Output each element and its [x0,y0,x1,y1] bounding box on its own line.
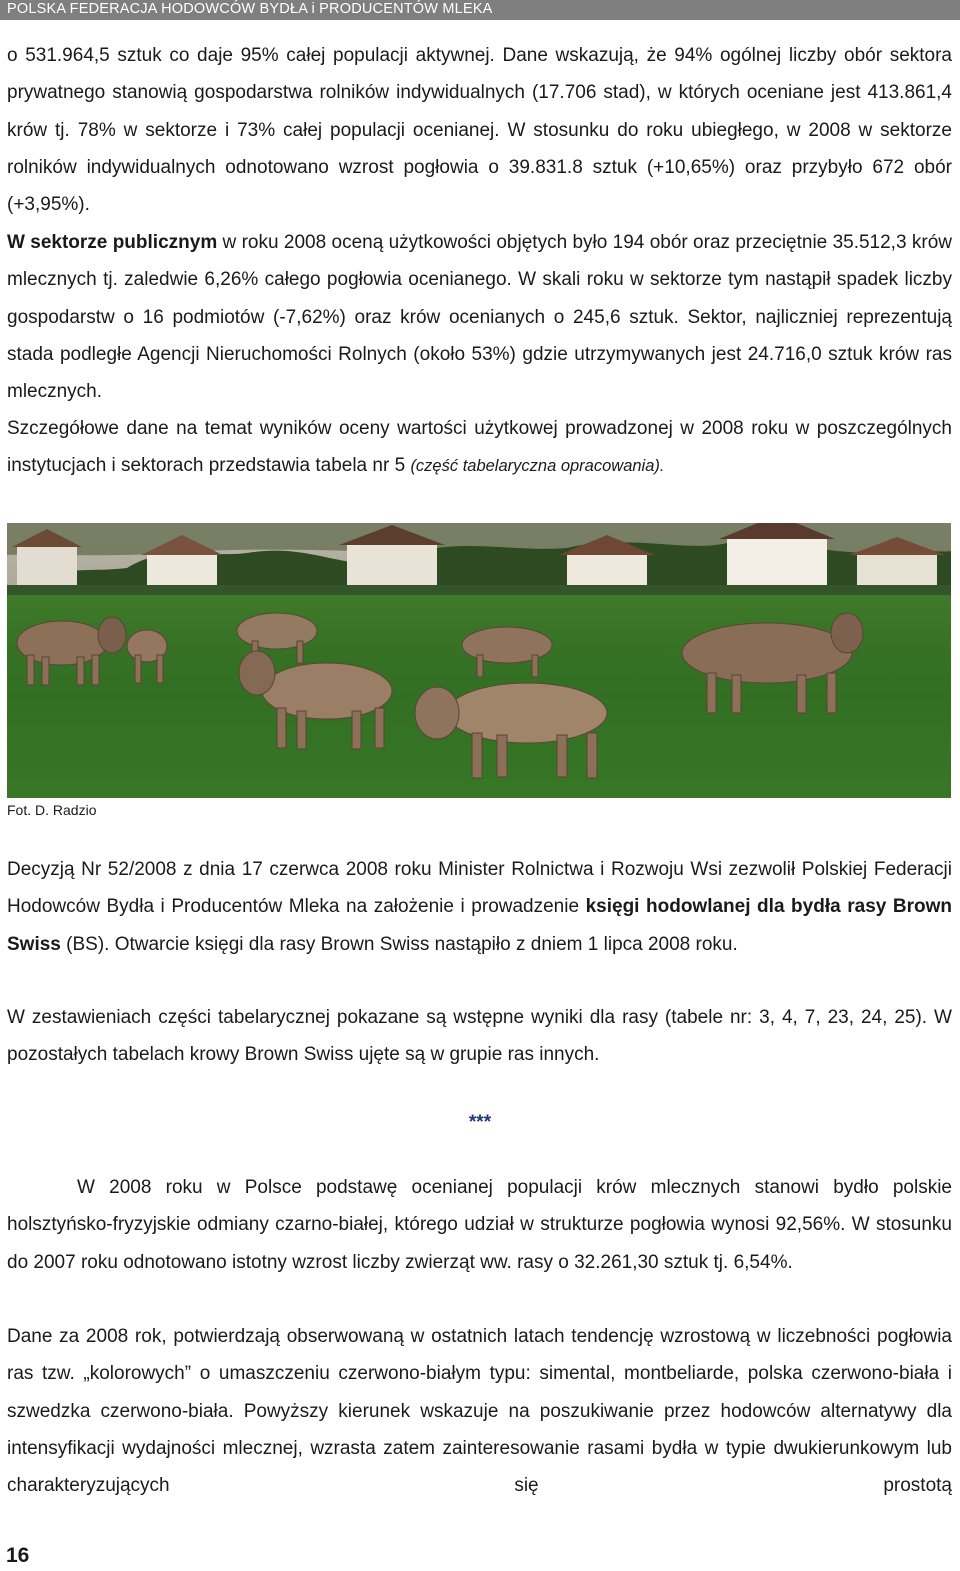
paragraph-text: Decyzją Nr 52/2008 z dnia 17 czerwca 2008 roku Minister Rolnictwa i Rozwoju Wsi zezwolił Polskiej Federacji Hodowców Bydła i Producentów Mleka na założenie i prowadzenie [7,859,952,918]
paragraph-text: W 2008 roku w Polsce podstawę ocenianej populacji krów mlecznych stanowi bydło polskie holsztyńsko-fryzyjskie odmiany czarno-białej, którego udział w strukturze pogłowia wynosi 92,56%. W stosunku do 2007 roku odnotowano istotny wzrost liczby zwierząt ww. rasy o 32.261,30 sztuk tj. 6,54%. [7,1177,952,1273]
paragraph-brown-swiss-tables [7,999,952,1074]
paragraph-holstein-friesian [7,1169,952,1281]
italic-note: (część tabelaryczna opracowania). [410,457,665,476]
paragraph-public-sector [7,224,952,410]
page-number: 16 [6,1544,30,1567]
paragraph-text: w roku 2008 oceną użytkowości objętych było 194 obór oraz przeciętnie 35.512,3 krów mlecznych tj. zaledwie 6,26% całego pogłowia ocenianego. W skali roku w sektorze tym nastąpił spadek liczby gospodarstw o 16 podmiotów (-7,62%) oraz krów ocenianych o 245,6 sztuk. Sektor, najliczniej reprezentują stada podległe Agencji Nieruchomości Rolnych (około 53%) gdzie utrzymywanych jest 24.716,0 sztuk krów ras mlecznych. [7,232,952,403]
running-header [0,0,960,20]
section-separator: *** [468,1112,492,1133]
paragraph-table-reference [7,410,952,486]
paragraph-text: Szczegółowe dane na temat wyników oceny wartości użytkowej prowadzonej w 2008 roku w poszczególnych instytucjach i sektorach przedstawia tabela nr 5 [7,418,952,477]
bold-phrase: księgi hodowlanej dla bydła rasy Brown Swiss [7,896,952,955]
header-title: POLSKA FEDERACJA HODOWCÓW BYDŁA i PRODUCENTÓW MLEKA [7,1,493,17]
paragraph-brown-swiss-decision [7,851,952,963]
paragraph-private-sector [7,37,952,223]
paragraph-text: (BS). Otwarcie księgi dla rasy Brown Swiss nastąpiło z dniem 1 lipca 2008 roku. [60,933,738,955]
paragraph-text: W zestawieniach części tabelarycznej pokazane są wstępne wyniki dla rasy (tabele nr: 3, 4, 7, 23, 24, 25). W pozostałych tabelach krowy Brown Swiss ujęte są w grupie ras innych. [7,1007,952,1066]
photo-caption: Fot. D. Radzio [7,802,97,818]
bold-phrase: W sektorze publicznym [7,232,218,253]
paragraph-colored-breeds [7,1318,952,1504]
cows-pasture-photo [7,523,951,798]
paragraph-text: o 531.964,5 sztuk co daje 95% całej populacji aktywnej. Dane wskazują, że 94% ogólnej liczby obór sektora prywatnego stanowią gospodarstwa rolników indywidualnych (17.706 stad), w których oceniane jest 413.861,4 krów tj. 78% w sektorze i 73% całej populacji ocenianej. W stosunku do roku ubiegłego, w 2008 w sektorze rolników indywidualnych odnotowano wzrost pogłowia o 39.831.8 sztuk (+10,65%) oraz przybyło 672 obór (+3,95%). [7,45,952,216]
paragraph-text: Dane za 2008 rok, potwierdzają obserwowaną w ostatnich latach tendencję wzrostową w liczebności pogłowia ras tzw. „kolorowych” o umaszczeniu czerwono-białym typu: simental, montbeliarde, polska czerwono-biała i szwedzka czerwono-biała. Powyższy kierunek wskazuje na poszukiwanie przez hodowców alternatywy dla intensyfikacji wydajności mlecznej, wzrasta zatem zainteresowanie rasami bydła w typie dwukierunkowym lub charakteryzujących się prostotą [7,1326,952,1497]
